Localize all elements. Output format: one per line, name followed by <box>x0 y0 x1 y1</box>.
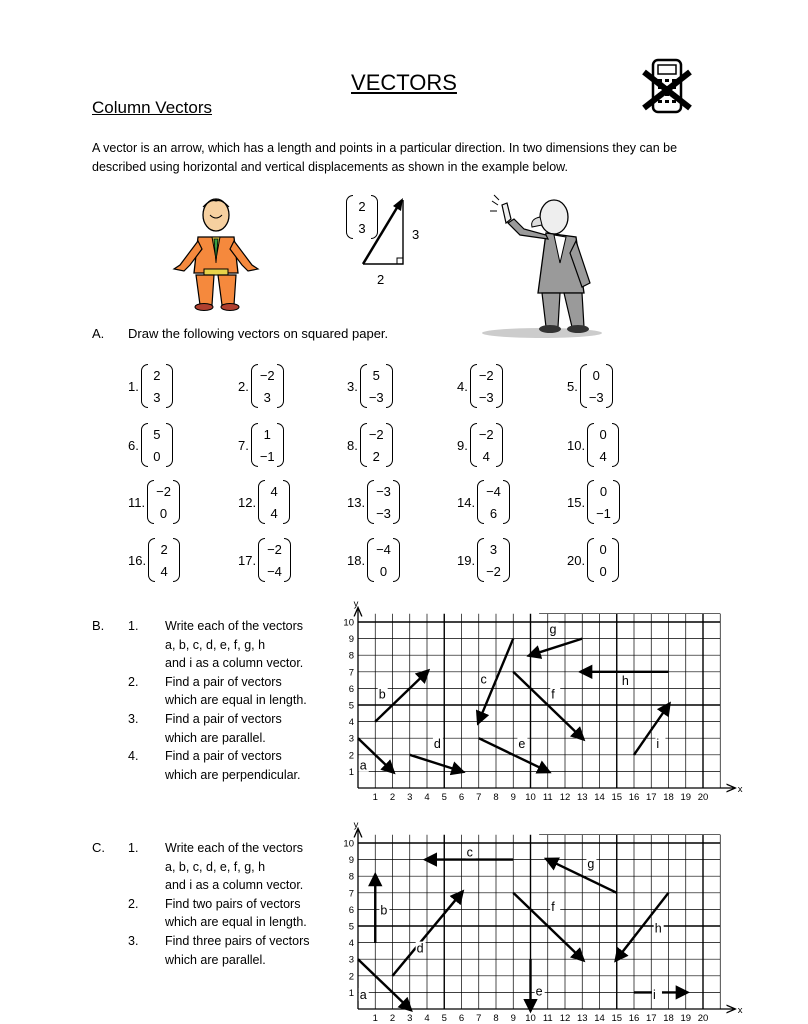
vector-top: 5 <box>372 367 380 383</box>
vector-brackets <box>258 538 291 582</box>
vector-bottom: 2 <box>372 448 380 464</box>
section-b-question-number: 1. <box>128 619 139 633</box>
vector-top: 1 <box>263 426 271 442</box>
column-vector-15 <box>567 477 620 527</box>
vector-label-b: b <box>380 903 388 918</box>
vector-number: 16. <box>128 552 147 568</box>
column-vector-12 <box>238 477 290 527</box>
column-vector-4 <box>457 361 503 411</box>
vector-number: 17. <box>238 552 257 568</box>
x-tick-label: 9 <box>510 792 516 803</box>
x-tick-label: 9 <box>510 1013 516 1024</box>
x-tick-label: 3 <box>407 792 413 803</box>
example-run-label: 2 <box>377 272 385 287</box>
section-b-letter: B. <box>92 618 105 633</box>
vector-number: 13. <box>347 494 366 510</box>
vector-number: 10. <box>567 437 586 453</box>
section-b-question-text: and i as a column vector. <box>165 656 304 671</box>
x-tick-label: 8 <box>493 1013 499 1024</box>
example-rise-label: 3 <box>412 227 420 242</box>
vector-number: 6. <box>128 437 139 453</box>
page-title: VECTORS <box>351 70 457 95</box>
y-tick-label: 3 <box>348 954 354 966</box>
vector-label-g: g <box>549 622 557 637</box>
y-tick-label: 2 <box>348 971 354 983</box>
column-vector-19 <box>457 535 510 585</box>
y-tick-label: 4 <box>348 938 354 950</box>
section-c-question-number: 1. <box>128 841 139 855</box>
section-c-question-text: Write each of the vectors <box>165 841 304 855</box>
x-tick-label: 19 <box>680 1013 692 1024</box>
vector-brackets <box>587 480 620 524</box>
x-tick-label: 2 <box>389 1013 396 1024</box>
vector-bottom: 6 <box>489 505 498 521</box>
vector-label-f: f <box>551 900 555 915</box>
vector-top: 0 <box>599 483 608 499</box>
y-tick-label: 2 <box>348 750 354 762</box>
x-tick-label: 6 <box>458 1013 465 1024</box>
vector-top: 5 <box>153 426 161 442</box>
vector-bottom: −3 <box>376 505 391 521</box>
column-vector-2 <box>238 361 284 411</box>
vector-bottom: −3 <box>368 389 384 405</box>
vector-label-e: e <box>518 737 526 752</box>
x-tick-label: 4 <box>424 1013 430 1024</box>
vector-bottom: 0 <box>153 448 161 464</box>
vector-bottom: 4 <box>599 448 607 464</box>
column-vector-5 <box>567 361 613 411</box>
x-tick-label: 10 <box>525 792 536 803</box>
vector-brackets <box>470 423 503 467</box>
y-tick-label: 1 <box>348 766 354 778</box>
y-tick-label: 5 <box>348 921 354 933</box>
x-tick-label: 16 <box>628 1013 640 1024</box>
vector-brackets <box>477 538 510 582</box>
calculator-crossed-icon <box>640 56 694 116</box>
section-b-question-text: which are equal in length. <box>165 693 307 708</box>
x-tick-label: 15 <box>611 792 623 803</box>
vector-bottom: 4 <box>482 448 490 464</box>
vector-brackets <box>251 364 284 408</box>
section-c-question-text: Find three pairs of vectors <box>165 934 310 948</box>
vector-label-h: h <box>621 674 629 689</box>
x-tick-label: 5 <box>441 792 447 803</box>
vector-top: −4 <box>486 483 501 499</box>
x-tick-label: 10 <box>525 1013 536 1024</box>
vector-brackets <box>141 423 173 467</box>
vector-brackets <box>367 538 400 582</box>
x-tick-label: 12 <box>559 1013 571 1024</box>
vector-brackets <box>587 423 619 467</box>
section-c-question-text: Find two pairs of vectors <box>165 896 301 911</box>
column-vector-8 <box>347 420 393 470</box>
vector-label-g: g <box>587 856 595 871</box>
vector-brackets <box>360 364 393 408</box>
vector-label-b: b <box>378 687 386 702</box>
vector-label-a: a <box>359 988 367 1003</box>
x-tick-label: 20 <box>697 1013 709 1024</box>
vector-number: 14. <box>457 494 476 510</box>
x-tick-label: 3 <box>407 1013 413 1024</box>
x-tick-label: 14 <box>594 1013 605 1024</box>
y-tick-label: 9 <box>348 855 354 867</box>
section-a-letter: A. <box>92 326 105 341</box>
y-tick-label: 8 <box>348 871 354 883</box>
vector-top: −4 <box>376 541 391 557</box>
section-b-question-text: which are parallel. <box>165 730 266 745</box>
x-tick-label: 15 <box>611 1013 623 1024</box>
x-tick-label: 17 <box>645 792 657 803</box>
vector-label-a: a <box>359 758 367 773</box>
y-tick-label: 1 <box>348 987 354 999</box>
x-tick-label: 18 <box>663 1013 674 1024</box>
column-vector-13 <box>347 477 400 527</box>
x-tick-label: 7 <box>476 792 482 803</box>
section-c-question-text: a, b, c, d, e, f, g, h <box>165 859 266 874</box>
vector-bottom: −2 <box>486 563 501 579</box>
section-subtitle: Column Vectors <box>92 98 212 117</box>
section-b-grid <box>336 598 743 804</box>
x-tick-label: 17 <box>645 1013 657 1024</box>
vector-label-h: h <box>654 921 662 936</box>
vector-brackets <box>147 480 180 524</box>
y-tick-label: 7 <box>348 667 354 679</box>
vector-bottom: 3 <box>153 389 161 405</box>
x-tick-label: 2 <box>389 792 396 803</box>
vector-top: 0 <box>599 541 607 557</box>
x-tick-label: 8 <box>493 792 499 803</box>
vector-top: 4 <box>270 483 278 499</box>
vector-top: 3 <box>489 541 498 557</box>
y-tick-label: 6 <box>348 904 354 916</box>
vector-number: 5. <box>567 378 578 394</box>
vector-bottom: −1 <box>259 448 275 464</box>
column-vector-17 <box>238 535 291 585</box>
x-tick-label: 4 <box>424 792 430 803</box>
y-tick-label: 3 <box>348 733 354 745</box>
vector-number: 9. <box>457 437 468 453</box>
intro-text: A vector is an arrow, which has a length and points in a particular direction. In two dimensions they can be described using horizontal and vertical displacements as shown in the example below. <box>92 141 678 174</box>
x-tick-label: 1 <box>372 1013 378 1024</box>
x-tick-label: 6 <box>458 792 465 803</box>
y-tick-label: 10 <box>343 617 354 629</box>
vector-top: 0 <box>592 367 600 383</box>
vector-brackets <box>470 364 503 408</box>
vector-arrow-g <box>531 639 583 656</box>
vector-bottom: 4 <box>160 563 168 579</box>
vector-bottom: −4 <box>267 563 282 579</box>
x-tick-label: 13 <box>576 1013 588 1024</box>
section-b-question-text: which are perpendicular. <box>165 767 301 782</box>
section-c-question-text: which are parallel. <box>165 952 266 967</box>
y-tick-label: 9 <box>348 634 354 646</box>
vector-number: 15. <box>567 494 586 510</box>
column-vector-3 <box>347 361 393 411</box>
section-c-question-text: which are equal in length. <box>165 915 307 930</box>
y-axis-label: y <box>353 819 359 831</box>
vector-brackets <box>477 480 510 524</box>
vector-bottom: 0 <box>599 563 607 579</box>
vector-label-c: c <box>480 672 487 687</box>
section-b-question-number: 4. <box>128 749 139 764</box>
vector-label-i: i <box>656 737 660 752</box>
vector-label-f: f <box>551 687 555 702</box>
section-c-letter: C. <box>92 840 105 855</box>
section-c-question-number: 2. <box>128 896 139 911</box>
section-a-instruction: Draw the following vectors on squared paper. <box>128 326 389 341</box>
column-vector-1 <box>128 361 173 411</box>
vector-bottom: −1 <box>596 505 611 521</box>
cartoon-man-illustration <box>170 193 262 313</box>
vector-label-d: d <box>433 737 441 752</box>
vector-top: −2 <box>259 367 275 383</box>
vector-top: 2 <box>160 541 168 557</box>
vector-number: 12. <box>238 494 257 510</box>
vector-number: 19. <box>457 552 476 568</box>
x-tick-label: 7 <box>476 1013 482 1024</box>
vector-top: 2 <box>153 367 161 383</box>
vector-label-d: d <box>416 941 424 956</box>
vector-arrow-d <box>410 755 462 772</box>
vector-label-c: c <box>466 845 473 860</box>
section-b-question-text: Find a pair of vectors <box>165 749 282 764</box>
section-c-grid <box>336 819 743 1024</box>
y-tick-label: 7 <box>348 888 354 900</box>
example-vector-bottom: 3 <box>358 220 366 236</box>
vector-bottom: −3 <box>478 389 494 405</box>
x-tick-label: 16 <box>628 792 640 803</box>
vector-brackets <box>580 364 613 408</box>
column-vector-20 <box>567 535 619 585</box>
vector-number: 11. <box>128 494 146 510</box>
section-b-question-text: Find a pair of vectors <box>165 712 282 726</box>
y-tick-label: 6 <box>348 683 354 695</box>
section-b-question-text: a, b, c, d, e, f, g, h <box>165 637 266 652</box>
column-vector-11 <box>128 477 180 527</box>
x-tick-label: 14 <box>594 792 605 803</box>
section-b-question-number: 2. <box>128 674 139 689</box>
x-tick-label: 5 <box>441 1013 447 1024</box>
y-tick-label: 4 <box>348 717 354 729</box>
x-axis-label: x <box>737 784 743 795</box>
section-b-question-number: 3. <box>128 712 139 726</box>
column-vector-14 <box>457 477 510 527</box>
x-tick-label: 12 <box>559 792 571 803</box>
example-vector-top: 2 <box>358 198 366 214</box>
vector-brackets <box>251 423 284 467</box>
vector-label-e: e <box>535 984 543 999</box>
x-tick-label: 11 <box>542 792 553 803</box>
column-vector-10 <box>567 420 619 470</box>
vector-number: 3. <box>347 378 358 394</box>
vector-top: −2 <box>267 541 282 557</box>
x-tick-label: 20 <box>697 792 709 803</box>
x-tick-label: 11 <box>542 1013 553 1024</box>
section-c-question-number: 3. <box>128 934 139 948</box>
cartoon-businessman-illustration <box>480 193 605 339</box>
x-tick-label: 13 <box>576 792 588 803</box>
vector-number: 4. <box>457 378 468 394</box>
vector-top: −2 <box>156 483 171 499</box>
vector-number: 2. <box>238 378 249 394</box>
vector-number: 18. <box>347 552 366 568</box>
y-tick-label: 10 <box>343 838 354 850</box>
x-tick-label: 19 <box>680 792 692 803</box>
vector-brackets <box>258 480 290 524</box>
column-vector-16 <box>128 535 180 585</box>
vector-bottom: −3 <box>588 389 604 405</box>
y-tick-label: 5 <box>348 700 354 712</box>
vector-label-i: i <box>652 988 656 1003</box>
x-axis-label: x <box>737 1005 743 1016</box>
column-vector-18 <box>347 535 400 585</box>
vector-brackets <box>360 423 393 467</box>
vector-brackets <box>141 364 173 408</box>
column-vector-9 <box>457 420 503 470</box>
section-c-question-text: and i as a column vector. <box>165 878 304 893</box>
example-triangle-diagram <box>355 192 435 287</box>
column-vector-6 <box>128 420 173 470</box>
vector-top: −2 <box>478 426 494 442</box>
vector-top: −2 <box>478 367 494 383</box>
vector-top: −2 <box>368 426 384 442</box>
vector-number: 7. <box>238 437 249 453</box>
y-axis-label: y <box>353 598 359 610</box>
vector-brackets <box>587 538 619 582</box>
column-vector-7 <box>238 420 284 470</box>
vector-top: 0 <box>599 426 607 442</box>
vector-bottom: 0 <box>159 505 168 521</box>
vector-brackets <box>148 538 180 582</box>
section-b-question-text: Find a pair of vectors <box>165 674 282 689</box>
vector-bottom: 4 <box>270 505 278 521</box>
y-tick-label: 8 <box>348 650 354 662</box>
vector-number: 20. <box>567 552 586 568</box>
vector-number: 8. <box>347 437 358 453</box>
vector-number: 1. <box>128 378 139 394</box>
vector-bottom: 3 <box>263 389 271 405</box>
vector-bottom: 0 <box>379 563 388 579</box>
section-b-question-text: Write each of the vectors <box>165 619 304 633</box>
vector-top: −3 <box>376 483 391 499</box>
x-tick-label: 18 <box>663 792 674 803</box>
vector-brackets <box>367 480 400 524</box>
x-tick-label: 1 <box>372 792 378 803</box>
